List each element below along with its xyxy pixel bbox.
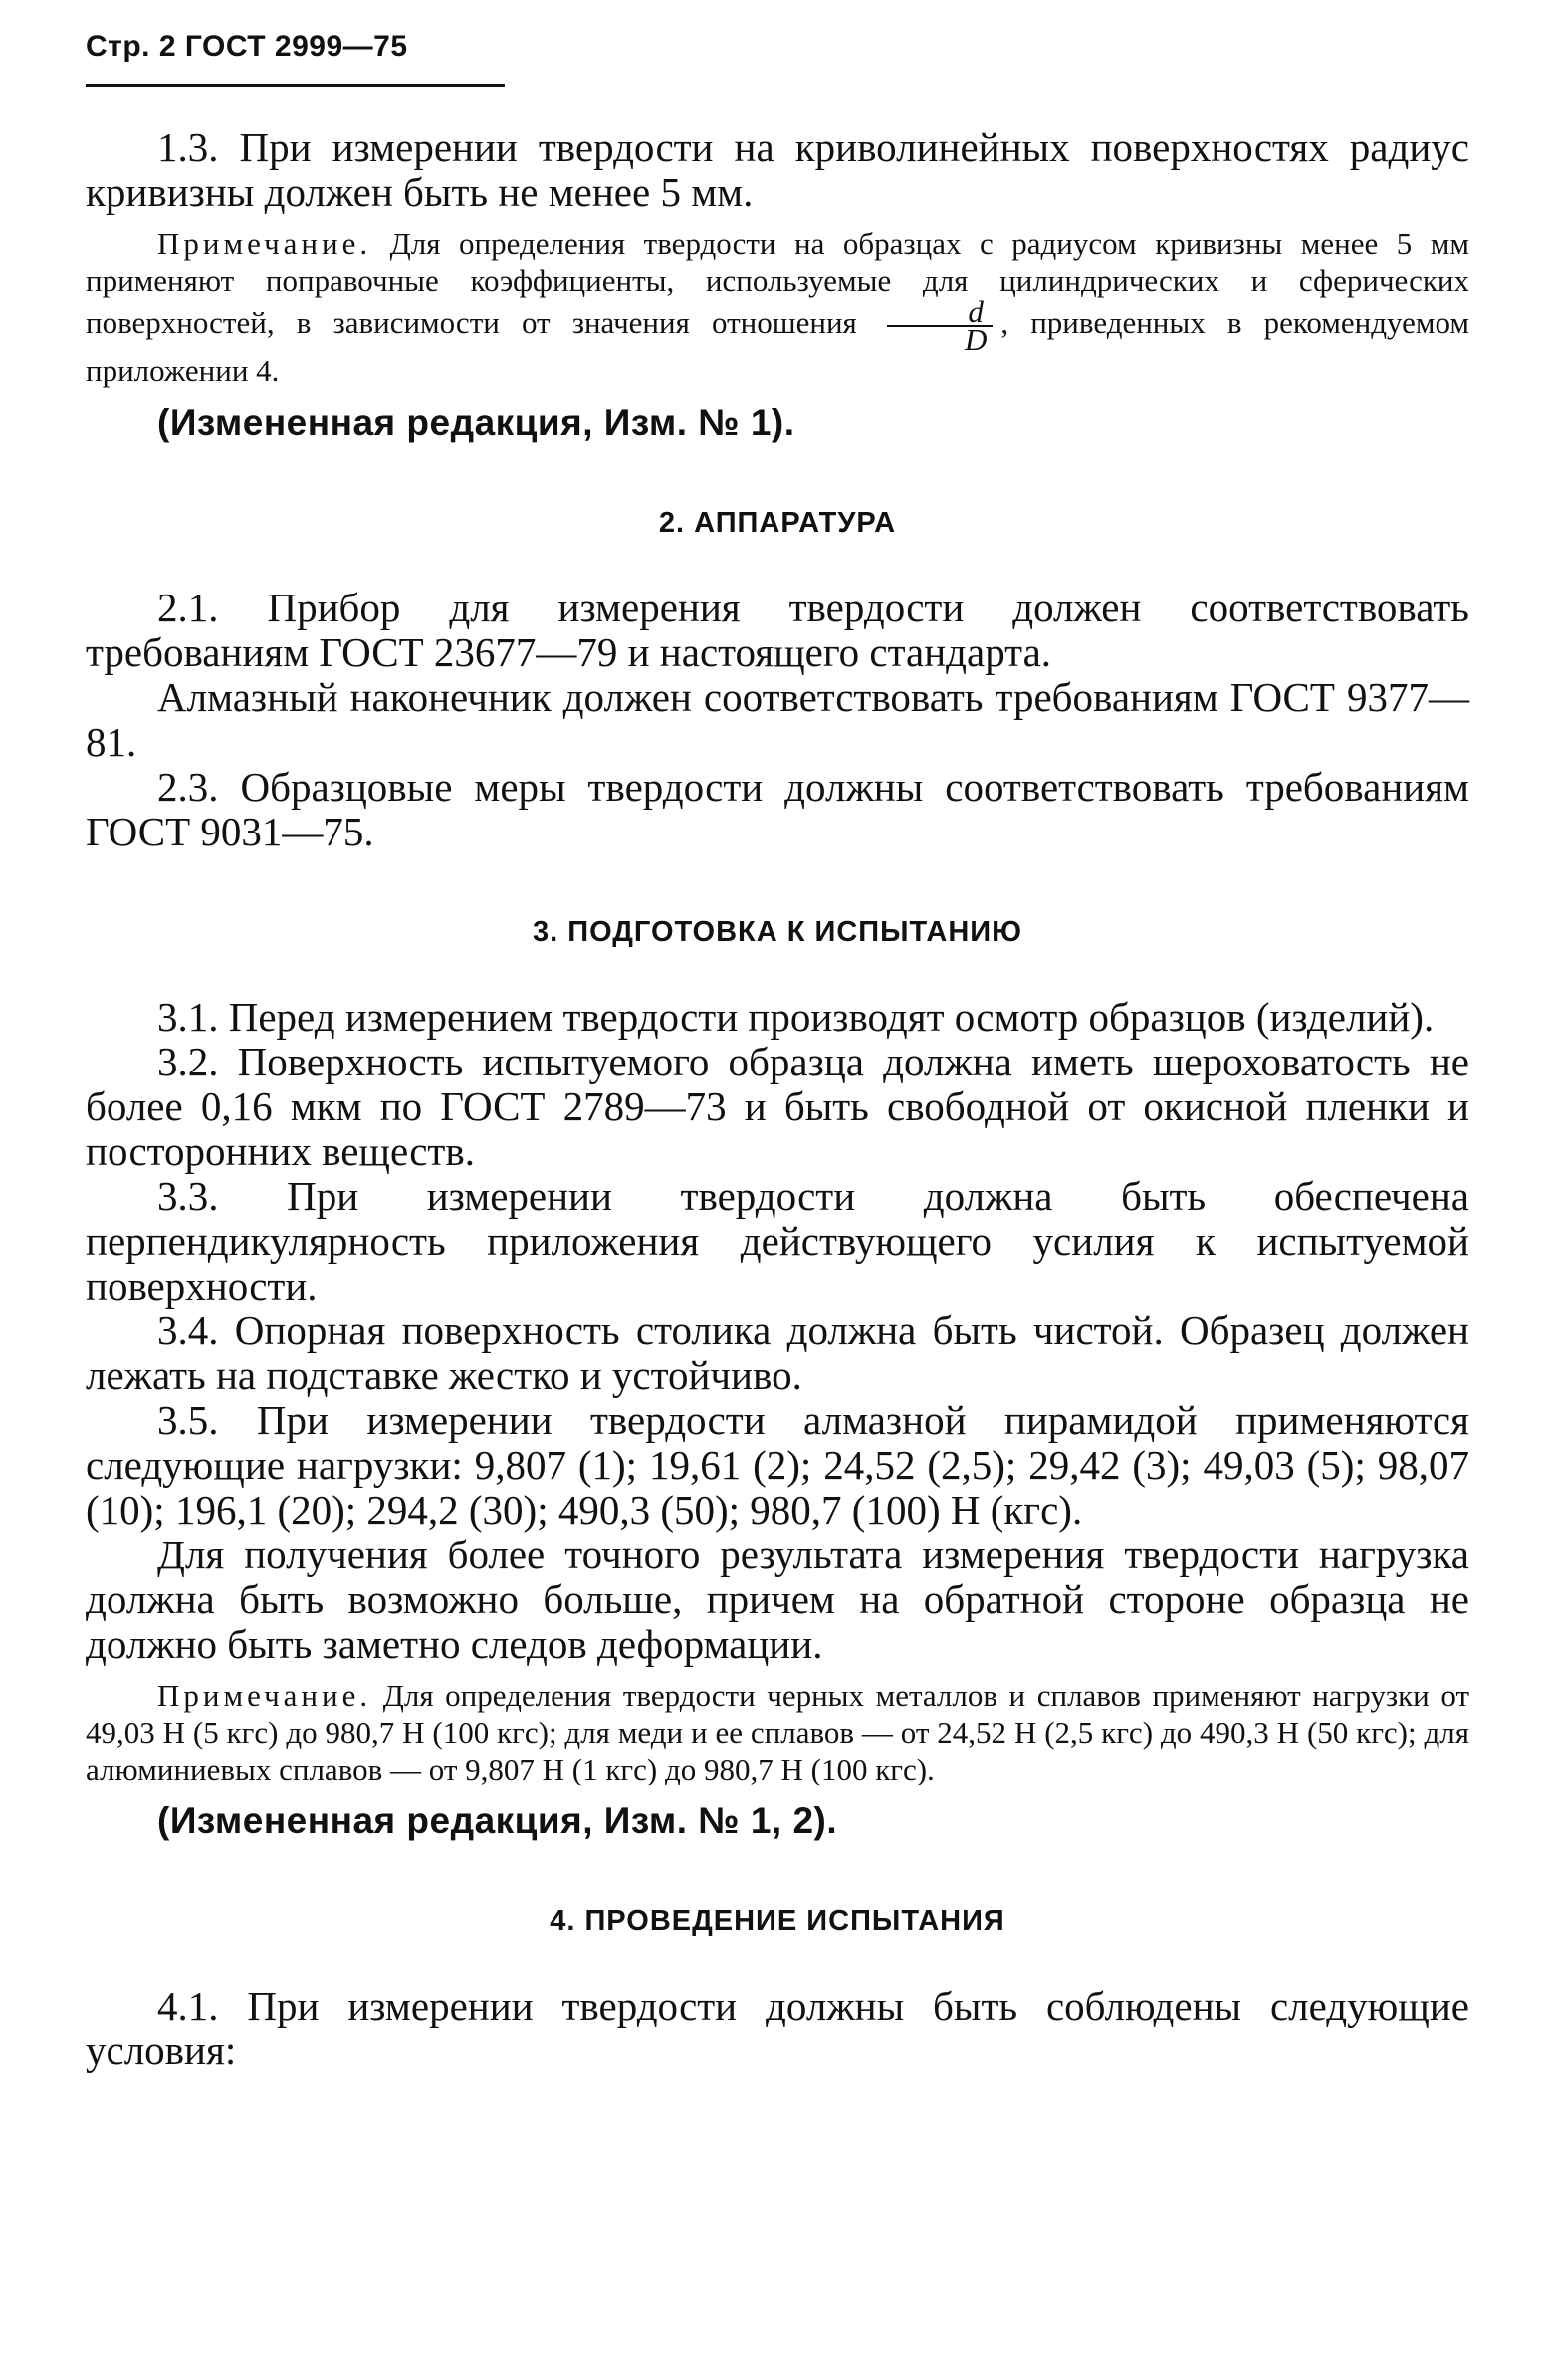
note-1-tail: , приведенных в рекомендуемом приложении 4. — [86, 305, 1470, 388]
paragraph-3-1: 3.1. Перед измерением твердости производят осмотр образцов (изделий). — [157, 994, 1435, 1040]
note-3-text: Для определения твердости черных металлов и сплавов применяют нагрузки от 49,03 Н (5 кгс) до 980,7 Н (100 кгс); для меди и ее сплавов — от 24,52 Н (2,5 кгс) до 490,3 Н (50 кгс); для алюминиевых сплавов — от 9,807 Н (1 кгс) до 980,7 Н (100 кгс). — [86, 1678, 1469, 1786]
note-3 — [86, 1677, 1469, 1787]
paragraph-2-1b: Алмазный наконечник должен соответствовать требованиям ГОСТ 9377—81. — [86, 674, 1469, 765]
paragraph-1-3: 1.3. При измерении твердости на криволинейных поверхностях радиус кривизны должен быть не менее 5 мм. — [86, 124, 1469, 215]
note-1-lead: Примечание. — [157, 226, 372, 261]
note-1 — [86, 225, 1469, 389]
paragraph-3-4: 3.4. Опорная поверхность столика должна быть чистой. Образец должен лежать на подставке жестко и устойчиво. — [86, 1308, 1469, 1398]
paragraph-4-1: 4.1. При измерении твердости должны быть соблюдены следующие условия: — [86, 1983, 1469, 2073]
note-3-lead: Примечание. — [157, 1678, 372, 1713]
header-divider — [86, 84, 505, 87]
paragraph-3-3: 3.3. При измерении твердости должна быть обеспечена перпендикулярность приложения действующего усилия к испытуемой поверхности. — [86, 1173, 1469, 1309]
page-header: Стр. 2 ГОСТ 2999—75 — [86, 30, 408, 63]
note-1-text: Для определения твердости на образцах с радиусом кривизны менее 5 мм применяют поправочные коэффициенты, используемые для цилиндрических и сферических поверхностей, в зависимости от значения отношения — [86, 226, 1469, 341]
section-2-heading: 2. АППАРАТУРА — [658, 507, 897, 539]
section-3-heading: 3. ПОДГОТОВКА К ИСПЫТАНИЮ — [532, 916, 1023, 948]
amendment-note-2: (Измененная редакция, Изм. № 1, 2). — [157, 1800, 838, 1841]
amendment-note-1: (Измененная редакция, Изм. № 1). — [157, 402, 795, 443]
fraction-numerator: d — [887, 299, 993, 327]
ratio-fraction — [887, 294, 993, 357]
paragraph-3-5: 3.5. При измерении твердости алмазной пирамидой применяются следующие нагрузки: 9,807 (1); 19,61 (2); 24,52 (2,5); 29,42 (3); 49,03 (5); 98,07 (10); 196,1 (20); 294,2 (30); 490,3 (50); 980,7 (100) Н (кгс). — [86, 1397, 1469, 1533]
document-body — [86, 125, 1469, 2073]
fraction-denominator: D — [964, 322, 988, 357]
paragraph-3-2: 3.2. Поверхность испытуемого образца должна иметь шероховатость не более 0,16 мкм по ГОСТ 2789—73 и быть свободной от окисной пленки и посторонних веществ. — [86, 1039, 1469, 1174]
paragraph-2-3: 2.3. Образцовые меры твердости должны соответствовать требованиям ГОСТ 9031—75. — [86, 764, 1469, 854]
section-4-heading: 4. ПРОВЕДЕНИЕ ИСПЫТАНИЯ — [550, 1905, 1005, 1937]
paragraph-3-5b: Для получения более точного результата измерения твердости нагрузка должна быть возможно больше, причем на обратной стороне образца не должно быть заметно следов деформации. — [86, 1532, 1469, 1667]
paragraph-2-1: 2.1. Прибор для измерения твердости должен соответствовать требованиям ГОСТ 23677—79 и настоящего стандарта. — [86, 585, 1469, 675]
